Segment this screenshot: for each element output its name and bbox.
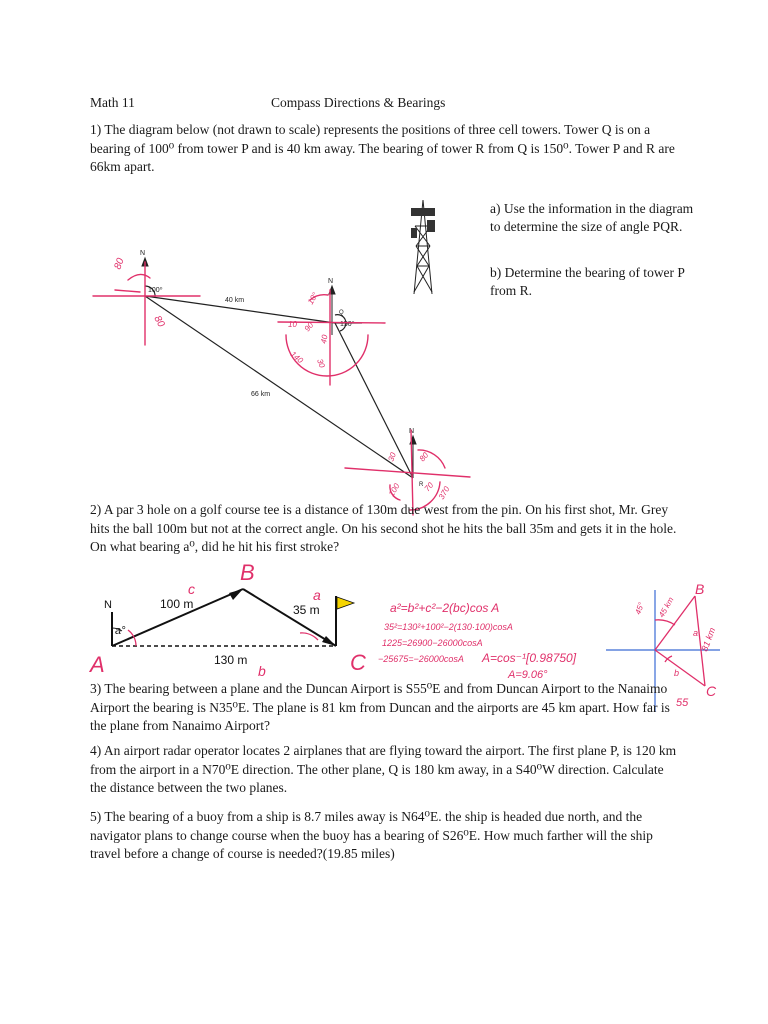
question-5: 5) The bearing of a buoy from a ship is 8.7 miles away is N64⁰E. the ship is headed due north, and the navigator plans to change course when the buoy has a bearing of S26⁰E. How much farther will the ship travel before a change of course is needed?(19.85 miles): [90, 809, 653, 861]
course-name: Math 11: [90, 95, 135, 110]
hand-side-vertex-b: B: [695, 581, 705, 597]
hand-side-c: c: [188, 581, 195, 597]
hand-note-7: 140: [288, 349, 305, 366]
hand-note-5: 90: [302, 320, 316, 334]
hand-work-6: A=9.06°: [508, 669, 548, 681]
hand-sketch-triangle: [655, 596, 705, 686]
flag-icon: [337, 597, 354, 609]
question-1: 1) The diagram below (not drawn to scale) represents the positions of three cell towers. Tower Q is on a bearing of 100⁰ from tower P and is 40 km away. The bearing of tower R from Q is 150⁰. Tower P and R are 66km apart.: [90, 122, 675, 174]
hand-axis-r-horizontal: [345, 468, 470, 477]
vertex-label-q: Q: [339, 310, 344, 316]
hand-note-8: 30: [315, 357, 327, 370]
hand-note-11: 70: [422, 480, 436, 494]
golf-shot-2: [243, 589, 336, 646]
angle-arc-q: [335, 315, 346, 331]
vertex-label-r: R: [419, 482, 424, 488]
north-label-q: N: [328, 278, 334, 285]
angle-label-q: 150⁰: [340, 321, 355, 328]
golf-side-100m: 100 m: [160, 597, 194, 611]
distance-pq: 40 km: [225, 297, 245, 304]
hand-note-4: 10: [288, 320, 297, 329]
hand-side-b-label: b: [674, 668, 680, 678]
hand-side-vertex-c: C: [706, 683, 717, 699]
question-1-part-a: a) Use the information in the diagram to determine the size of angle PQR.: [490, 201, 694, 234]
hand-side-81km: 81 km: [699, 626, 718, 653]
side-pq: [145, 296, 335, 323]
hand-note-12: 100: [386, 481, 402, 498]
hand-note-9: 30: [386, 451, 398, 463]
question-2: 2) A par 3 hole on a golf course tee is a distance of 130m due west from the pin. On his first shot, Mr. Grey hits the ball 100m but not at the correct angle. On his second shot he hits the ball 35m and gets it in the hole. On what bearing a⁰, did he hit his first stroke?: [90, 502, 677, 554]
hand-side-angle: 45°: [633, 601, 647, 616]
golf-side-35m: 35 m: [293, 603, 320, 617]
hand-work-4: −25675=−26000cosA: [378, 654, 464, 664]
question-3: 3) The bearing between a plane and the Duncan Airport is S55⁰E and from Duncan Airport to the Nanaimo Airport the bearing is N35⁰E. The plane is 81 km from Duncan and the airports are 45 km apart. How far is the plane from Nanaimo Airport?: [90, 681, 670, 733]
hand-work-3: 1225=26900−26000cosA: [382, 638, 483, 648]
hand-note-10: 80: [417, 450, 431, 464]
hand-side-55: 55: [676, 697, 689, 709]
hand-vertex-a: A: [90, 652, 105, 677]
hand-side-b: b: [258, 663, 266, 679]
north-label-p: N: [140, 250, 146, 257]
hand-note-13: 370: [436, 484, 452, 501]
angle-label-p: 100⁰: [148, 287, 163, 294]
hand-vertex-b: B: [240, 560, 255, 585]
hand-work-2: 35²=130²+100²−2(130·100)cosA: [384, 622, 513, 632]
hand-side-a-label: a: [693, 628, 699, 638]
cell-tower-image: [403, 196, 443, 296]
hand-side-45km: 45 km: [656, 595, 676, 619]
hand-note-1: 80: [112, 256, 127, 272]
side-pr: [145, 296, 413, 478]
golf-side-130m: 130 m: [214, 653, 248, 667]
question-4: 4) An airport radar operator locates 2 airplanes that are flying toward the airport. The first plane P, is 120 km from the airport in a N70⁰E direction. The other plane, Q is 180 km away, in a S40⁰W direction. Calculate the distance between the two planes.: [90, 743, 677, 795]
golf-north-label: N: [104, 599, 112, 611]
side-qr: [335, 323, 413, 478]
distance-pr: 66 km: [251, 391, 271, 398]
hand-work-1: a²=b²+c²−2(bc)cos A: [390, 601, 500, 615]
hand-side-a: a: [313, 587, 321, 603]
hand-axis-q-horizontal: [278, 322, 385, 323]
question-1-part-b: b) Determine the bearing of tower P from R.: [490, 265, 685, 298]
hand-note-2: 80: [151, 314, 167, 330]
hand-work-5: A=cos⁻¹[0.98750]: [482, 651, 577, 665]
worksheet-title: Compass Directions & Bearings: [271, 95, 446, 110]
north-label-r: N: [409, 428, 415, 435]
golf-shot-1: [112, 589, 243, 646]
hand-vertex-c: C: [350, 650, 366, 675]
hand-note-3: 10°: [305, 291, 320, 306]
angle-arc-p: [145, 286, 155, 297]
golf-angle-a: a°: [115, 625, 126, 637]
hand-note-6: 40: [319, 334, 330, 345]
